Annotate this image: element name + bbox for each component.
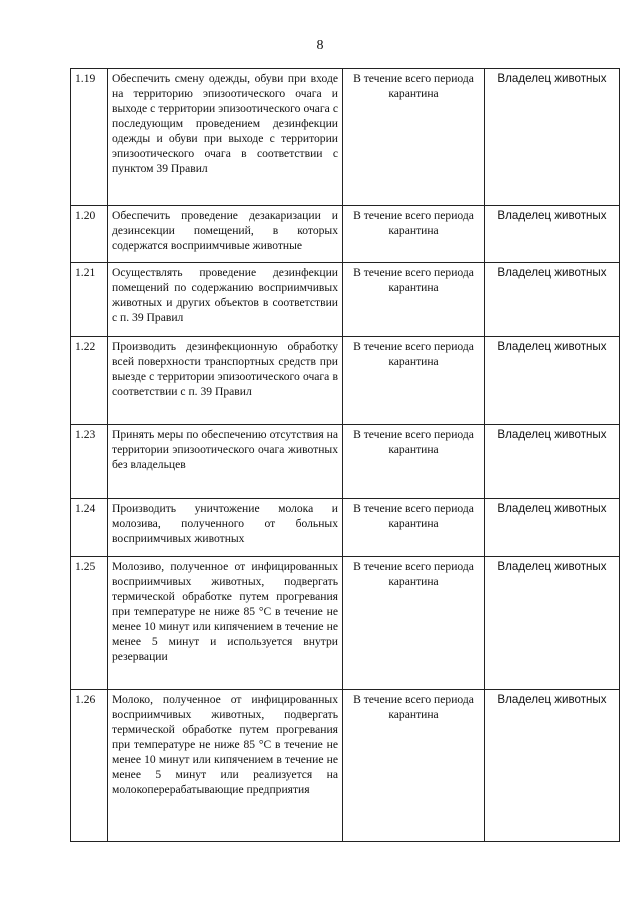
action-text: Производить уничтожение молока и молозива, полученного от больных восприимчивых животных — [108, 499, 343, 557]
period-text: В течение всего периода карантина — [343, 425, 485, 499]
period-text: В течение всего периода карантина — [343, 69, 485, 206]
row-number: 1.19 — [71, 69, 108, 206]
action-text: Молозиво, полученное от инфицированных восприимчивых животных, подвергать термической обработке путем прогревания при температуре не ниже 85 °С в течение не менее 10 минут или кипячением в течение не менее 5 минут и используется внутри резервации — [108, 557, 343, 690]
table-row — [71, 263, 620, 337]
page-number: 8 — [316, 38, 324, 53]
measures-table — [70, 68, 620, 842]
period-text: В течение всего периода карантина — [343, 263, 485, 337]
responsible-text: Владелец животных — [485, 206, 620, 263]
responsible-text: Владелец животных — [485, 690, 620, 842]
row-number: 1.23 — [71, 425, 108, 499]
action-text: Осуществлять проведение дезинфекции помещений по содержанию восприимчивых животных и других объектов в соответствии с п. 39 Правил — [108, 263, 343, 337]
table-row — [71, 425, 620, 499]
period-text: В течение всего периода карантина — [343, 499, 485, 557]
action-text: Обеспечить смену одежды, обуви при входе на территорию эпизоотического очага и выходе с территории эпизоотического очага с последующим проведением дезинфекции одежды и обуви при выходе с территории эпизоотического очага в соответствии с пунктом 39 Правил — [108, 69, 343, 206]
table-row — [71, 69, 620, 206]
action-text: Принять меры по обеспечению отсутствия на территории эпизоотического очага животных без владельцев — [108, 425, 343, 499]
table-row — [71, 337, 620, 425]
row-number: 1.22 — [71, 337, 108, 425]
table-row — [71, 690, 620, 842]
action-text: Производить дезинфекционную обработку всей поверхности транспортных средств при выезде с территории эпизоотического очага в соответствии с п. 39 Правил — [108, 337, 343, 425]
responsible-text: Владелец животных — [485, 499, 620, 557]
table-row — [71, 499, 620, 557]
responsible-text: Владелец животных — [485, 425, 620, 499]
table-row — [71, 206, 620, 263]
table-row — [71, 557, 620, 690]
period-text: В течение всего периода карантина — [343, 337, 485, 425]
row-number: 1.21 — [71, 263, 108, 337]
row-number: 1.24 — [71, 499, 108, 557]
period-text: В течение всего периода карантина — [343, 206, 485, 263]
responsible-text: Владелец животных — [485, 263, 620, 337]
action-text: Обеспечить проведение дезакаризации и дезинсекции помещений, в которых содержатся восприимчивые животные — [108, 206, 343, 263]
period-text: В течение всего периода карантина — [343, 690, 485, 842]
row-number: 1.26 — [71, 690, 108, 842]
responsible-text: Владелец животных — [485, 69, 620, 206]
responsible-text: Владелец животных — [485, 337, 620, 425]
action-text: Молоко, полученное от инфицированных восприимчивых животных, подвергать термической обработке путем прогревания при температуре не ниже 85 °С в течение не менее 10 минут или кипячением в течение не менее 5 минут или реализуется на молокоперерабатывающие предприятия — [108, 690, 343, 842]
responsible-text: Владелец животных — [485, 557, 620, 690]
row-number: 1.20 — [71, 206, 108, 263]
row-number: 1.25 — [71, 557, 108, 690]
period-text: В течение всего периода карантина — [343, 557, 485, 690]
